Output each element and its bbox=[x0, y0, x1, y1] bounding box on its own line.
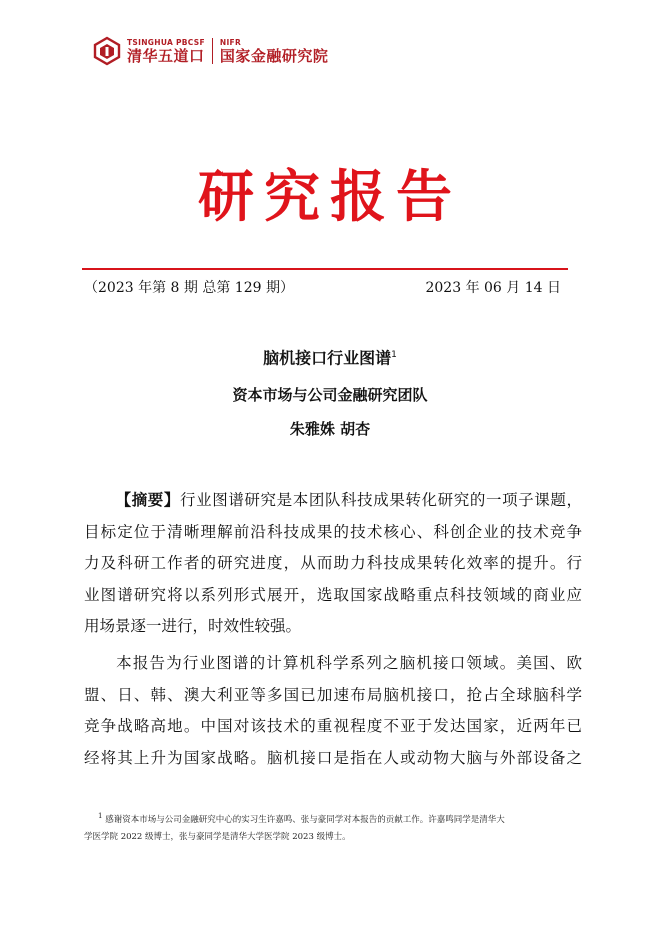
abstract-line: 力及科研工作者的研究进度，从而助力科技成果转化效率的提升。行 bbox=[84, 554, 582, 573]
issue-number: （2023 年第 8 期 总第 129 期） bbox=[84, 280, 294, 296]
footnote bbox=[84, 807, 582, 846]
paragraph-line: 经将其上升为国家战略。脑机接口是指在人或动物大脑与外部设备之 bbox=[84, 748, 582, 767]
report-title bbox=[0, 343, 660, 370]
header-rule bbox=[82, 268, 568, 270]
paragraph-line: 盟、日、韩、澳大利亚等多国已加速布局脑机接口，抢占全球脑科学 bbox=[84, 685, 582, 704]
footnote-line: 学医学院 2022 级博士，张与豪同学是清华大学医学院 2023 级博士。 bbox=[84, 831, 351, 842]
paragraph-line: 竞争战略高地。中国对该技术的重视程度不亚于发达国家，近两年已 bbox=[84, 717, 582, 736]
abstract-line: 【摘要】行业图谱研究是本团队科技成果转化研究的一项子课题， bbox=[115, 490, 582, 509]
abstract-line: 业图谱研究将以系列形式展开，选取国家战略重点科技领域的商业应 bbox=[84, 585, 582, 604]
research-report-banner: 研究报告 bbox=[198, 164, 462, 230]
footnote-marker: 1 bbox=[98, 811, 103, 820]
issue-date: 2023 年 06 月 14 日 bbox=[425, 280, 561, 296]
authors: 朱雅姝 胡杏 bbox=[289, 420, 371, 438]
body-paragraph bbox=[84, 648, 582, 774]
tsinghua-emblem-icon bbox=[92, 36, 122, 66]
report-title-text: 脑机接口行业图谱 bbox=[263, 348, 392, 368]
abstract-line: 用场景逐一进行，时效性较强。 bbox=[84, 617, 302, 636]
header-logo bbox=[92, 34, 328, 68]
abstract-label: 【摘要】 bbox=[115, 490, 181, 509]
logo-divider bbox=[212, 38, 213, 64]
footnote-line: $^1$ 感谢资本市场与公司金融研究中心的实习生许嘉鸣、张与豪同学对本报告的贡献工作。许嘉鸣同学是清华大 bbox=[98, 811, 505, 825]
abstract bbox=[84, 484, 582, 643]
abstract-line: 目标定位于清晰理解前沿科技成果的技术核心、科创企业的技术竞争 bbox=[84, 522, 582, 541]
research-team: 资本市场与公司金融研究团队 bbox=[232, 386, 428, 404]
logo-inst-cn: 国家金融研究院 bbox=[219, 46, 329, 65]
logo-inst-en: NIFR bbox=[219, 37, 242, 47]
logo-org-cn: 清华五道口 bbox=[127, 46, 205, 65]
logo-org-en: TSINGHUA PBCSF bbox=[127, 37, 205, 47]
paragraph-line: 本报告为行业图谱的计算机科学系列之脑机接口领域。美国、欧 bbox=[115, 654, 582, 672]
footnote-ref: 1 bbox=[391, 350, 397, 360]
